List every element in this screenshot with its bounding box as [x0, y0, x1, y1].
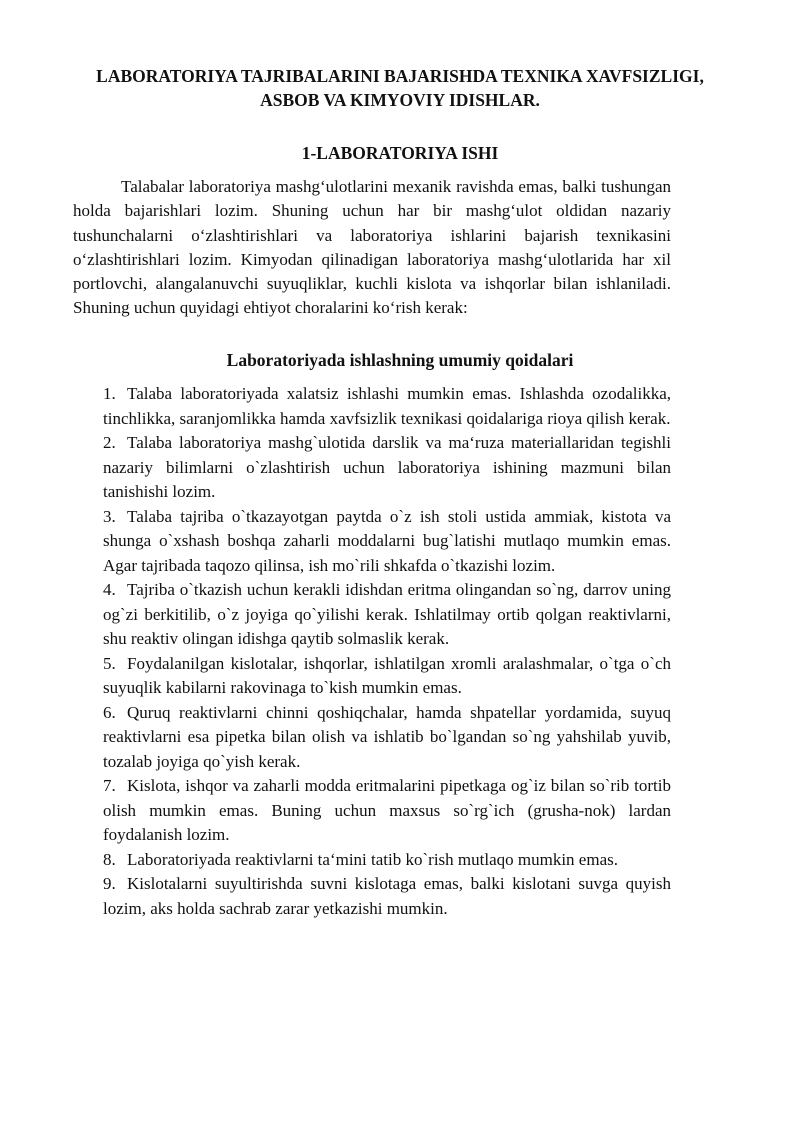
rule-text: Tajriba o`tkazish uchun kerakli idishdan eritma olingandan so`ng, darrov uning og`zi berkitilib, o`z joyiga qo`yilishi kerak. Ishlatilmay ortib qolgan reaktivlarni, shu reaktiv olingan idishga qaytib solmaslik kerak. — [103, 580, 671, 648]
rule-number: 5. — [103, 653, 116, 673]
rule-text: Talaba tajriba o`tkazayotgan paytda o`z ish stoli ustida ammiak, kistota va shunga o`xshash boshqa zaharli moddalarni bug`latishi mutlaqo mumkin emas. Agar tajribada taqozo qilinsa, ish mo`rili shkafda o`tkazishi lozim. — [103, 506, 671, 575]
rule-item — [103, 774, 671, 848]
rule-item — [103, 848, 671, 873]
rule-item — [103, 652, 671, 701]
rule-number: 1. — [103, 384, 116, 403]
rule-number: 2. — [103, 433, 116, 452]
rule-text: Talaba laboratoriyada xalatsiz ishlashi mumkin emas. Ishlashda ozodalikka, tinchlikka, saranjomlikka hamda xavfsizlik texnikasi qoidalariga rioya qilish kerak. — [103, 384, 671, 428]
rule-item — [103, 578, 671, 652]
rule-item — [103, 431, 671, 505]
rule-text: Quruq reaktivlarni chinni qoshiqchalar, hamda shpatellar yordamida, suyuq reaktivlarni esa pipetka bilan olish va ishlatib bo`lgandan so`ng yahshilab yuvib, tozalab joyiga qo`yish kerak. — [103, 702, 671, 771]
rule-item — [103, 701, 671, 775]
rule-text: Laboratoriyada reaktivlarni ta‘mini tatib ko`rish mutlaqo mumkin emas. — [127, 849, 618, 869]
rule-number: 7. — [103, 776, 116, 795]
rule-text: Talaba laboratoriya mashg`ulotida darslik va ma‘ruza materiallaridan tegishli nazariy bilimlarni o`zlashtirish uchun laboratoriya ishining mazmuni bilan tanishishi lozim. — [103, 433, 671, 501]
rule-number: 6. — [103, 702, 116, 722]
rules-heading: Laboratoriyada ishlashning umumiy qoidalari — [226, 350, 574, 370]
rule-item — [103, 505, 671, 579]
rule-number: 4. — [103, 580, 116, 599]
intro-paragraph: Talabalar laboratoriya mashg‘ulotlarini mexanik ravishda emas, balki tushungan holda bajarishlari lozim. Shuning uchun har bir mashg‘ulot oldidan nazariy tushunchalarni o‘zlashtirishlari va laboratoriya ishlarini bajarish texnikasini o‘zlashtirishlari lozim. Kimyodan qilinadigan laboratoriya mashg‘ulotlarida har xil portlovchi, alangalanuvchi suyuqliklar, kuchli kislota va ishqorlar bilan ishlaniladi. Shuning uchun quyidagi ehtiyot choralarini ko‘rish kerak: — [73, 177, 671, 318]
rule-text: Kislotalarni suyultirishda suvni kislotaga emas, balki kislotani suvga quyish lozim, aks holda sachrab zarar yetkazishi mumkin. — [103, 874, 671, 918]
rule-number: 3. — [103, 506, 116, 526]
work-title: 1-LABORATORIYA ISHI — [301, 143, 499, 163]
rule-item — [103, 872, 671, 921]
rule-text: Kislota, ishqor va zaharli modda eritmalarini pipetkaga og`iz bilan so`rib tortib olish mumkin emas. Buning uchun maxsus so`rg`ich (grusha-nok) lardan foydalanish lozim. — [103, 776, 671, 844]
document-title: LABORATORIYA TAJRIBALARINI BAJARISHDA TEXNIKA XAVFSIZLIGI, ASBOB VA KIMYOVIY IDISHLAR. — [96, 66, 704, 110]
rule-text: Foydalanilgan kislotalar, ishqorlar, ishlatilgan xromli aralashmalar, o`tga o`ch suyuqlik kabilarni rakovinaga to`kish mumkin emas. — [103, 653, 671, 697]
rule-item — [103, 382, 671, 431]
rules-list — [103, 382, 671, 921]
rule-number: 8. — [103, 849, 116, 869]
rule-number: 9. — [103, 874, 116, 893]
